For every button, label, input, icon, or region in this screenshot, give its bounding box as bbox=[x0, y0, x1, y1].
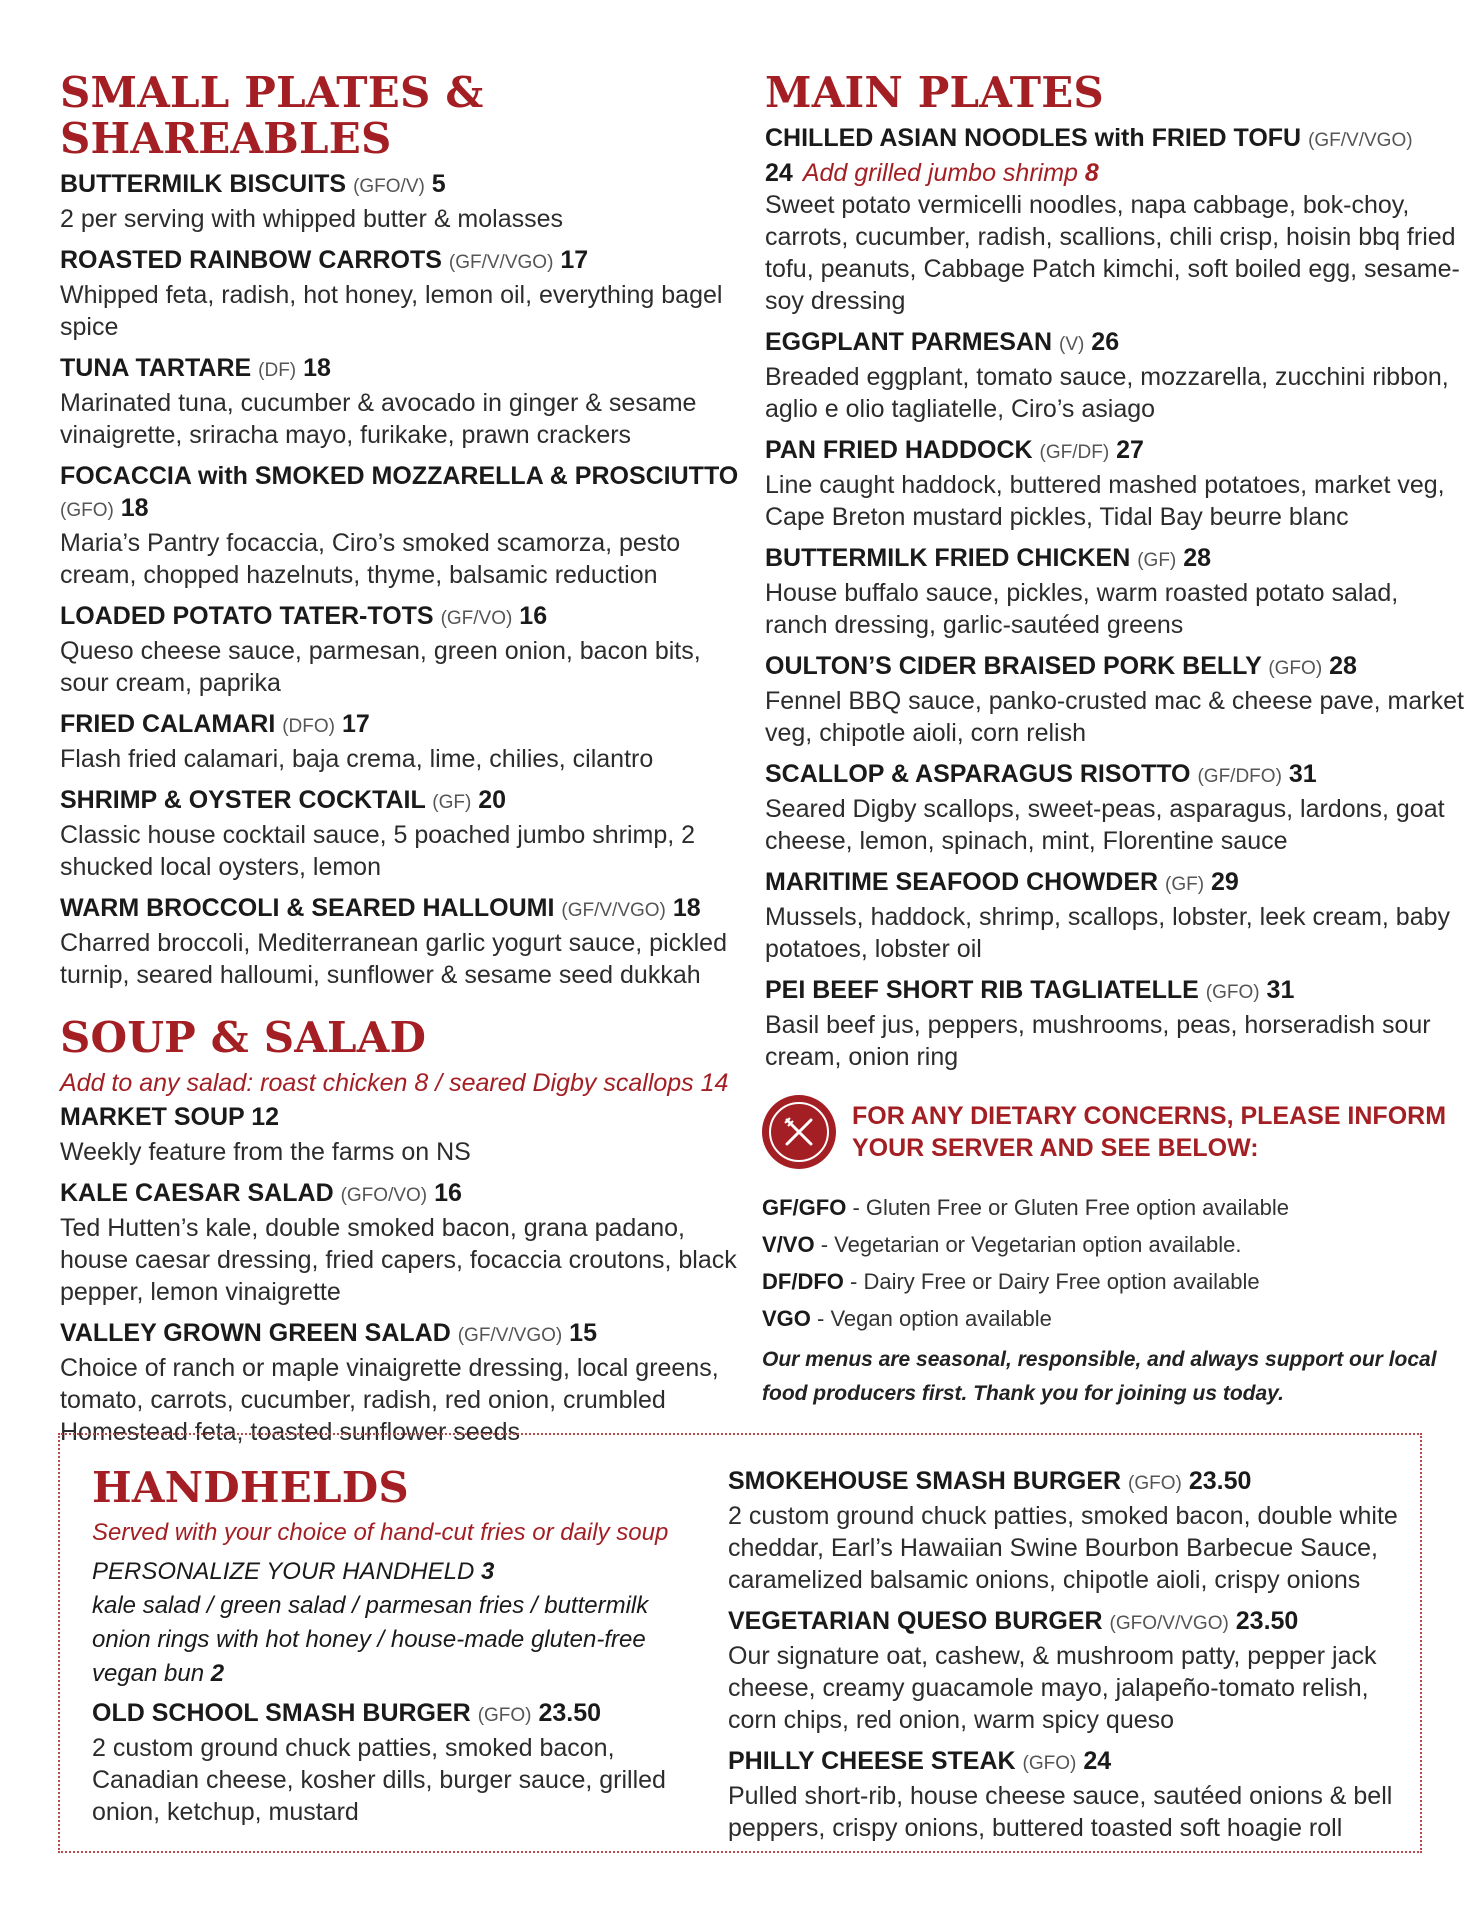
item-diet-tags: (GF/V/VGO) bbox=[1308, 130, 1413, 151]
item-description: Ted Hutten’s kale, double smoked bacon, grana padano, house caesar dressing, fried capers, focaccia croutons, black pepper, lemon vinaigrette bbox=[60, 1214, 737, 1306]
item-description: Sweet potato vermicelli noodles, napa cabbage, bok-choy, carrots, cucumber, radish, scallions, chili crisp, hoisin bbq fried tofu, peanuts, Cabbage Patch kimchi, soft boiled egg, sesame-soy dressing bbox=[765, 191, 1460, 315]
item-diet-tags: (DF) bbox=[258, 360, 297, 381]
personalize-price: 3 bbox=[480, 1558, 495, 1585]
item-name: SMOKEHOUSE SMASH BURGER bbox=[728, 1467, 1122, 1495]
item-price: 28 bbox=[1329, 652, 1357, 680]
item-name: FOCACCIA with SMOKED MOZZARELLA & PROSCIUTTO bbox=[60, 462, 739, 490]
item-price: 28 bbox=[1183, 544, 1212, 572]
addon-text: Add grilled jumbo shrimp bbox=[802, 159, 1078, 187]
salad-addon-note: Add to any salad: roast chicken 8 / seared Digby scallops 14 bbox=[60, 1069, 729, 1097]
item-name: ROASTED RAINBOW CARROTS bbox=[60, 246, 442, 274]
item-heading bbox=[765, 974, 1465, 1009]
item-description: Fennel BBQ sauce, panko-crusted mac & cheese pave, market veg, chipotle aioli, corn relish bbox=[765, 687, 1464, 747]
item-heading bbox=[728, 1465, 1408, 1500]
item-description: Weekly feature from the farms on NS bbox=[60, 1138, 471, 1166]
item-description: Choice of ranch or maple vinaigrette dressing, local greens, tomato, carrots, cucumber, radish, red onion, crumbled Homestead feta, toasted sunflower seeds bbox=[60, 1354, 719, 1446]
item-heading bbox=[60, 460, 740, 527]
item-diet-tags: (GFO) bbox=[1205, 982, 1260, 1003]
menu-item bbox=[728, 1465, 1408, 1596]
legend-code: DF/DFO bbox=[762, 1269, 844, 1294]
item-heading bbox=[765, 542, 1465, 577]
legend-row bbox=[762, 1226, 1462, 1263]
item-price: 5 bbox=[431, 170, 446, 198]
legend-code: GF/GFO bbox=[762, 1195, 847, 1220]
item-price: 18 bbox=[672, 894, 701, 922]
item-name: OLD SCHOOL SMASH BURGER bbox=[92, 1699, 471, 1727]
item-name: TUNA TARTARE bbox=[60, 354, 252, 382]
item-price: 17 bbox=[341, 710, 370, 738]
item-description: Mussels, haddock, shrimp, scallops, lobster, leek cream, baby potatoes, lobster oil bbox=[765, 903, 1451, 963]
small-plates-heading: SMALL PLATES & SHAREABLES bbox=[60, 68, 484, 163]
menu-item bbox=[60, 1317, 740, 1448]
menu-item bbox=[60, 600, 740, 699]
bun-price: 2 bbox=[210, 1660, 225, 1687]
dietary-info bbox=[762, 1095, 1462, 1411]
item-description: Marinated tuna, cucumber & avocado in ginger & sesame vinaigrette, sriracha mayo, furikake, prawn crackers bbox=[60, 389, 697, 449]
item-name: PAN FRIED HADDOCK bbox=[765, 436, 1033, 464]
legend-text: - Gluten Free or Gluten Free option available bbox=[846, 1195, 1290, 1220]
item-heading bbox=[728, 1745, 1408, 1780]
item-heading bbox=[60, 708, 740, 743]
menu-item bbox=[765, 650, 1465, 749]
menu-item bbox=[728, 1605, 1408, 1736]
item-heading bbox=[60, 1101, 740, 1136]
menu-item bbox=[765, 122, 1465, 317]
item-price: 24 bbox=[765, 159, 793, 187]
item-description: 2 custom ground chuck patties, smoked bacon, Canadian cheese, kosher dills, burger sauce, grilled onion, ketchup, mustard bbox=[92, 1734, 666, 1826]
menu-item bbox=[765, 974, 1465, 1073]
item-diet-tags: (GF/DF) bbox=[1039, 442, 1110, 463]
personalize-options: kale salad / green salad / parmesan fries / buttermilk onion rings with hot honey / house-made gluten-free vegan bun bbox=[92, 1592, 649, 1687]
item-description: Flash fried calamari, baja crema, lime, chilies, cilantro bbox=[60, 745, 654, 773]
item-price: 16 bbox=[434, 1179, 462, 1207]
item-diet-tags: (GF/DFO) bbox=[1197, 766, 1282, 787]
menu-item bbox=[60, 352, 740, 451]
item-name: BUTTERMILK FRIED CHICKEN bbox=[765, 544, 1131, 572]
item-diet-tags: (GF/VO) bbox=[440, 608, 513, 629]
soup-salad-list bbox=[60, 1101, 740, 1448]
menu-item bbox=[60, 1101, 740, 1168]
item-diet-tags: (GF) bbox=[432, 792, 472, 813]
item-description: Line caught haddock, buttered mashed potatoes, market veg, Cape Breton mustard pickles, Tidal Bay beurre blanc bbox=[765, 471, 1445, 531]
item-name: MARITIME SEAFOOD CHOWDER bbox=[765, 868, 1159, 896]
legend-text: - Dairy Free or Dairy Free option available bbox=[843, 1269, 1260, 1294]
item-description: Breaded eggplant, tomato sauce, mozzarella, zucchini ribbon, aglio e olio tagliatelle, Ciro’s asiago bbox=[765, 363, 1449, 423]
item-diet-tags: (GF/V/VGO) bbox=[561, 900, 666, 921]
personalize-block bbox=[92, 1555, 712, 1691]
item-diet-tags: (GFO) bbox=[60, 500, 114, 521]
handhelds-heading: HANDHELDS bbox=[92, 1463, 409, 1512]
menu-item bbox=[60, 168, 740, 235]
item-diet-tags: (DFO) bbox=[282, 716, 335, 737]
fork-knife-icon bbox=[762, 1095, 836, 1169]
item-heading bbox=[60, 244, 740, 279]
handhelds-right bbox=[728, 1465, 1408, 1853]
dietary-header bbox=[762, 1095, 1462, 1169]
item-price: 29 bbox=[1211, 868, 1239, 896]
item-price: 20 bbox=[478, 786, 507, 814]
legend-text: - Vegetarian or Vegetarian option available. bbox=[814, 1232, 1242, 1257]
item-name: KALE CAESAR SALAD bbox=[60, 1179, 334, 1207]
menu-item bbox=[765, 758, 1465, 857]
legend-code: V/VO bbox=[762, 1232, 815, 1257]
item-name: PHILLY CHEESE STEAK bbox=[728, 1747, 1016, 1775]
item-description: Seared Digby scallops, sweet-peas, asparagus, lardons, goat cheese, lemon, spinach, mint, Florentine sauce bbox=[765, 795, 1445, 855]
item-heading bbox=[60, 1317, 740, 1352]
handhelds-right-list bbox=[728, 1465, 1408, 1844]
item-price: 17 bbox=[560, 246, 589, 274]
item-price: 23.50 bbox=[1188, 1467, 1252, 1495]
item-diet-tags: (GFO/V) bbox=[353, 176, 425, 197]
menu-item bbox=[765, 542, 1465, 641]
item-name: PEI BEEF SHORT RIB TAGLIATELLE bbox=[765, 976, 1199, 1004]
menu-item bbox=[60, 784, 740, 883]
item-name: MARKET SOUP bbox=[60, 1103, 245, 1131]
menu-item bbox=[765, 434, 1465, 533]
item-name: SHRIMP & OYSTER COCKTAIL bbox=[60, 786, 426, 814]
item-heading bbox=[765, 866, 1465, 901]
item-description: 2 per serving with whipped butter & molasses bbox=[60, 205, 564, 233]
item-description: Our signature oat, cashew, & mushroom patty, pepper jack cheese, creamy guacamole mayo, jalapeño-tomato relish, corn chips, red onion, warm spicy queso bbox=[728, 1642, 1377, 1734]
item-price: 27 bbox=[1116, 436, 1144, 464]
item-heading bbox=[765, 650, 1465, 685]
soup-salad-heading: SOUP & SALAD bbox=[60, 1013, 427, 1062]
closing-statement: Our menus are seasonal, responsible, and always support our local food producers first. Thank you for joining us today. bbox=[762, 1348, 1437, 1405]
item-name: EGGPLANT PARMESAN bbox=[765, 328, 1053, 356]
item-price: 24 bbox=[1083, 1747, 1112, 1775]
item-description: Basil beef jus, peppers, mushrooms, peas, horseradish sour cream, onion ring bbox=[765, 1011, 1431, 1071]
item-heading bbox=[92, 1697, 712, 1732]
item-diet-tags: (GF/V/VGO) bbox=[448, 252, 554, 273]
item-description: Pulled short-rib, house cheese sauce, sautéed onions & bell peppers, crispy onions, buttered toasted soft hoagie roll bbox=[728, 1782, 1393, 1842]
menu-item bbox=[60, 460, 740, 591]
item-name: LOADED POTATO TATER-TOTS bbox=[60, 602, 434, 630]
legend-text: - Vegan option available bbox=[810, 1306, 1052, 1331]
main-plates-list bbox=[765, 122, 1465, 1073]
legend-row bbox=[762, 1189, 1462, 1226]
menu-item bbox=[60, 1177, 740, 1308]
item-heading bbox=[765, 434, 1465, 469]
item-heading bbox=[60, 168, 740, 203]
item-heading bbox=[60, 784, 740, 819]
handhelds-left bbox=[92, 1465, 712, 1837]
item-heading bbox=[728, 1605, 1408, 1640]
item-diet-tags: (GFO) bbox=[477, 1705, 532, 1726]
menu-item bbox=[60, 708, 740, 775]
item-description: 2 custom ground chuck patties, smoked bacon, double white cheddar, Earl’s Hawaiian Swine Bourbon Barbecue Sauce, caramelized balsamic onions, chipotle aioli, crispy onions bbox=[728, 1502, 1398, 1594]
item-price: 16 bbox=[519, 602, 548, 630]
left-column bbox=[60, 70, 740, 1457]
personalize-title: PERSONALIZE YOUR HANDHELD bbox=[92, 1558, 475, 1585]
item-diet-tags: (GFO/V/VGO) bbox=[1109, 1613, 1229, 1634]
handhelds-note: Served with your choice of hand-cut fries or daily soup bbox=[92, 1519, 669, 1546]
dietary-legend bbox=[762, 1189, 1462, 1337]
item-description: Queso cheese sauce, parmesan, green onion, bacon bits, sour cream, paprika bbox=[60, 637, 701, 697]
item-heading bbox=[765, 122, 1465, 189]
item-diet-tags: (GF) bbox=[1137, 550, 1177, 571]
item-name: OULTON’S CIDER BRAISED PORK BELLY bbox=[765, 652, 1262, 680]
menu-item bbox=[60, 244, 740, 343]
menu-item bbox=[765, 326, 1465, 425]
item-price: 23.50 bbox=[538, 1699, 602, 1727]
item-price: 18 bbox=[120, 494, 149, 522]
item-diet-tags: (GFO) bbox=[1128, 1473, 1182, 1494]
item-diet-tags: (GFO) bbox=[1268, 658, 1323, 679]
item-heading bbox=[765, 758, 1465, 793]
item-heading bbox=[60, 600, 740, 635]
item-name: VEGETARIAN QUESO BURGER bbox=[728, 1607, 1103, 1635]
legend-row bbox=[762, 1263, 1462, 1300]
item-diet-tags: (GF/V/VGO) bbox=[457, 1325, 563, 1346]
small-plates-list bbox=[60, 168, 740, 991]
item-heading bbox=[60, 1177, 740, 1212]
item-addon bbox=[803, 159, 1099, 187]
item-description: House buffalo sauce, pickles, warm roasted potato salad, ranch dressing, garlic-sautéed greens bbox=[765, 579, 1399, 639]
item-name: FRIED CALAMARI bbox=[60, 710, 276, 738]
item-diet-tags: (GFO/VO) bbox=[340, 1185, 428, 1206]
legend-code: VGO bbox=[762, 1306, 811, 1331]
item-price: 31 bbox=[1288, 760, 1317, 788]
item-price: 26 bbox=[1091, 328, 1120, 356]
menu-item bbox=[92, 1697, 712, 1828]
dietary-title: FOR ANY DIETARY CONCERNS, PLEASE INFORM YOUR SERVER AND SEE BELOW: bbox=[852, 1102, 1447, 1162]
item-diet-tags: (V) bbox=[1059, 334, 1085, 355]
item-description: Charred broccoli, Mediterranean garlic yogurt sauce, pickled turnip, seared halloumi, sunflower & sesame seed dukkah bbox=[60, 929, 727, 989]
menu-item bbox=[728, 1745, 1408, 1844]
item-diet-tags: (GF) bbox=[1165, 874, 1205, 895]
item-price: 31 bbox=[1266, 976, 1295, 1004]
addon-price: 8 bbox=[1084, 159, 1099, 187]
item-name: WARM BROCCOLI & SEARED HALLOUMI bbox=[60, 894, 555, 922]
item-description: Maria’s Pantry focaccia, Ciro’s smoked scamorza, pesto cream, chopped hazelnuts, thyme, balsamic reduction bbox=[60, 529, 681, 589]
item-name: BUTTERMILK BISCUITS bbox=[60, 170, 347, 198]
menu-item bbox=[60, 892, 740, 991]
menu-item bbox=[765, 866, 1465, 965]
main-plates-heading: MAIN PLATES bbox=[765, 68, 1104, 117]
item-heading bbox=[60, 352, 740, 387]
right-column bbox=[765, 70, 1465, 1082]
item-diet-tags: (GFO) bbox=[1022, 1753, 1077, 1774]
item-description: Whipped feta, radish, hot honey, lemon oil, everything bagel spice bbox=[60, 281, 723, 341]
item-price: 15 bbox=[569, 1319, 597, 1347]
item-price: 23.50 bbox=[1235, 1607, 1299, 1635]
item-name: VALLEY GROWN GREEN SALAD bbox=[60, 1319, 451, 1347]
handhelds-left-list bbox=[92, 1697, 712, 1828]
item-name: CHILLED ASIAN NOODLES with FRIED TOFU bbox=[765, 124, 1302, 152]
item-name: SCALLOP & ASPARAGUS RISOTTO bbox=[765, 760, 1191, 788]
item-price: 12 bbox=[251, 1103, 280, 1131]
item-description: Classic house cocktail sauce, 5 poached jumbo shrimp, 2 shucked local oysters, lemon bbox=[60, 821, 696, 881]
item-heading bbox=[765, 326, 1465, 361]
handhelds-section bbox=[58, 1433, 1422, 1853]
legend-row bbox=[762, 1300, 1462, 1337]
item-price: 18 bbox=[303, 354, 331, 382]
item-heading bbox=[60, 892, 740, 927]
